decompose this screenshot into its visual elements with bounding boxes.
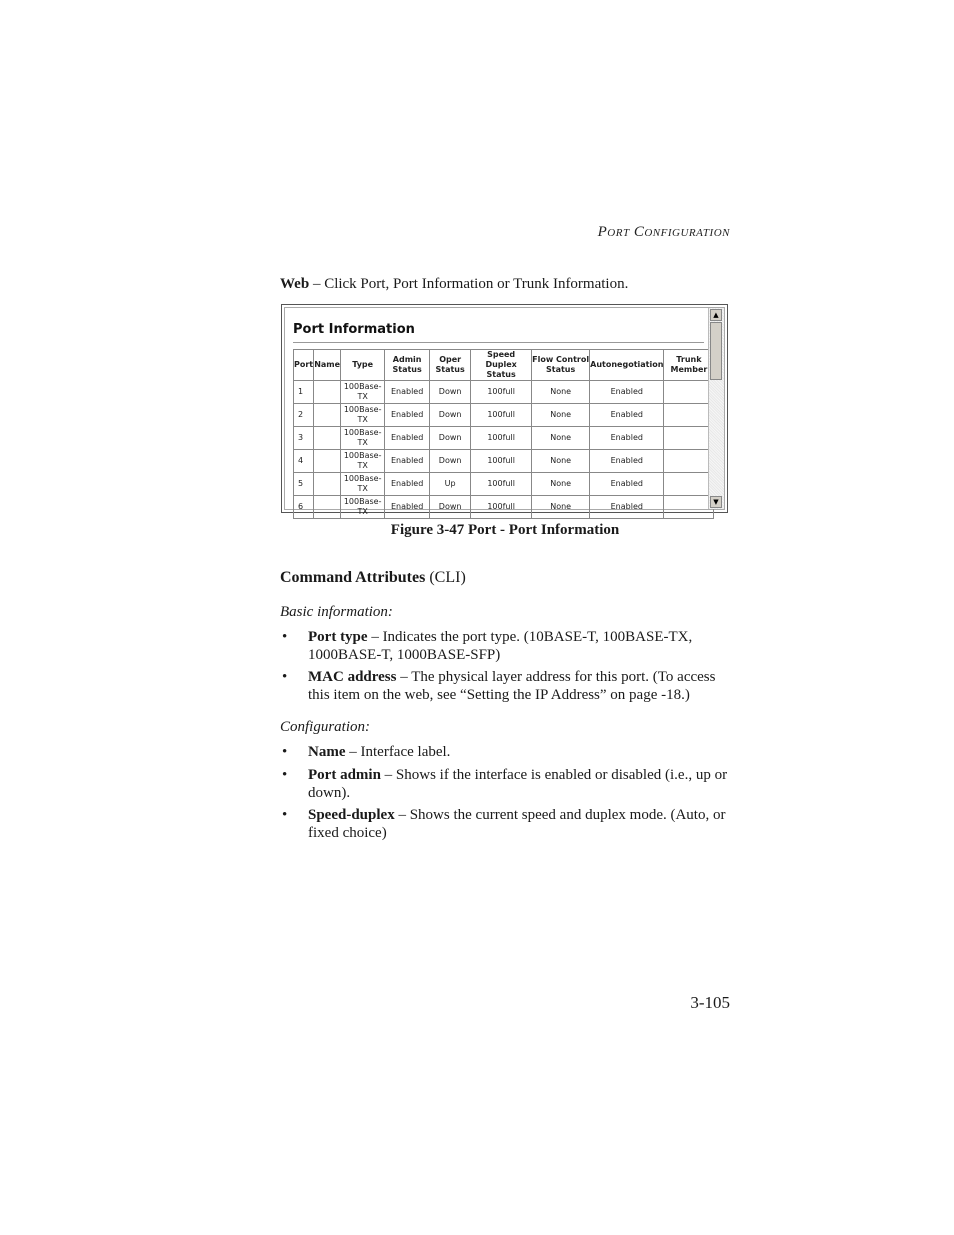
figure-caption: Figure 3-47 Port - Port Information [390,522,620,538]
table-cell-speed: 100full [471,473,532,496]
table-cell-name [314,404,341,427]
table-cell-type: 100Base-TX [341,473,385,496]
table-cell-flow: None [532,450,590,473]
table-cell-flow: None [532,427,590,450]
table-cell-name [314,473,341,496]
column-header: Type [341,350,385,381]
table-cell-port: 5 [294,473,314,496]
table-cell-port: 3 [294,427,314,450]
table-cell-oper: Up [430,473,471,496]
basic-info-heading: Basic information: [280,604,393,620]
bullet-icon: • [282,669,288,685]
table-cell-admin: Enabled [385,450,430,473]
column-header: Flow Control Status [532,350,590,381]
configuration-heading: Configuration: [280,719,371,735]
table-cell-trunk [664,496,714,519]
screenshot-title: Port Information [293,322,415,337]
table-cell-auto: Enabled [590,450,664,473]
scroll-down-arrow-icon[interactable]: ▼ [710,496,722,508]
table-cell-admin: Enabled [385,496,430,519]
column-header: Admin Status [385,350,430,381]
table-cell-oper: Down [430,427,471,450]
table-cell-port: 1 [294,381,314,404]
table-row [294,381,714,404]
table-cell-auto: Enabled [590,496,664,519]
table-cell-speed: 100full [471,404,532,427]
table-cell-type: 100Base-TX [341,496,385,519]
table-row [294,427,714,450]
table-cell-flow: None [532,404,590,427]
table-cell-speed: 100full [471,427,532,450]
table-cell-oper: Down [430,450,471,473]
table-cell-auto: Enabled [590,473,664,496]
column-header: Port [294,350,314,381]
port-table [293,349,714,519]
table-cell-port: 2 [294,404,314,427]
table-cell-type: 100Base-TX [341,381,385,404]
table-row [294,473,714,496]
table-cell-speed: 100full [471,496,532,519]
bullet-icon: • [282,767,288,783]
bullet-name: • Name – Interface label. [282,744,451,760]
table-cell-auto: Enabled [590,404,664,427]
table-cell-port: 4 [294,450,314,473]
column-header: Autonegotiation [590,350,664,381]
table-cell-port: 6 [294,496,314,519]
table-cell-trunk [664,427,714,450]
table-cell-speed: 100full [471,381,532,404]
bullet-speed-duplex: • Speed-duplex – Shows the current speed and duplex mode. (Auto, or fixed choice) [282,807,726,841]
table-cell-name [314,381,341,404]
table-cell-flow: None [532,496,590,519]
table-cell-admin: Enabled [385,381,430,404]
table-cell-type: 100Base-TX [341,450,385,473]
table-cell-oper: Down [430,496,471,519]
bullet-icon: • [282,807,288,823]
table-cell-name [314,450,341,473]
table-cell-flow: None [532,381,590,404]
column-header: Speed Duplex Status [471,350,532,381]
column-header: Oper Status [430,350,471,381]
table-cell-flow: None [532,473,590,496]
table-cell-name [314,496,341,519]
table-row [294,404,714,427]
table-cell-trunk [664,404,714,427]
table-cell-speed: 100full [471,450,532,473]
table-row [294,496,714,519]
table-header-row [294,350,714,381]
bullet-port-type: • Port type – Indicates the port type. (10BASE-T, 100BASE-TX, 1000BASE-T, 1000BASE-SFP) [282,629,693,663]
bullet-port-admin: • Port admin – Shows if the interface is enabled or disabled (i.e., up or down). [282,767,728,801]
table-cell-trunk [664,381,714,404]
table-cell-admin: Enabled [385,404,430,427]
bullet-mac-address: • MAC address – The physical layer address for this port. (To access this item on the web, see “Setting the IP Address” on page -18.) [282,669,716,703]
table-cell-trunk [664,473,714,496]
table-cell-oper: Down [430,404,471,427]
table-cell-name [314,427,341,450]
bullet-icon: • [282,744,288,760]
vertical-scrollbar[interactable] [708,308,724,509]
scroll-up-arrow-icon[interactable]: ▲ [710,309,722,321]
table-cell-auto: Enabled [590,427,664,450]
table-row [294,450,714,473]
table-cell-admin: Enabled [385,473,430,496]
table-cell-type: 100Base-TX [341,427,385,450]
column-header: Name [314,350,341,381]
running-header: Port Configuration [597,224,730,240]
title-divider [293,342,704,343]
table-cell-oper: Down [430,381,471,404]
table-cell-auto: Enabled [590,381,664,404]
table-cell-admin: Enabled [385,427,430,450]
column-header: Trunk Member [664,350,714,381]
port-information-screenshot [281,304,728,516]
page-number: 3-105 [690,993,730,1012]
bullet-icon: • [282,629,288,645]
table-cell-trunk [664,450,714,473]
web-instruction: Web – Click Port, Port Information or Trunk Information. [280,276,629,292]
scroll-thumb[interactable] [710,322,722,380]
section-heading: Command Attributes (CLI) [280,569,466,586]
table-cell-type: 100Base-TX [341,404,385,427]
